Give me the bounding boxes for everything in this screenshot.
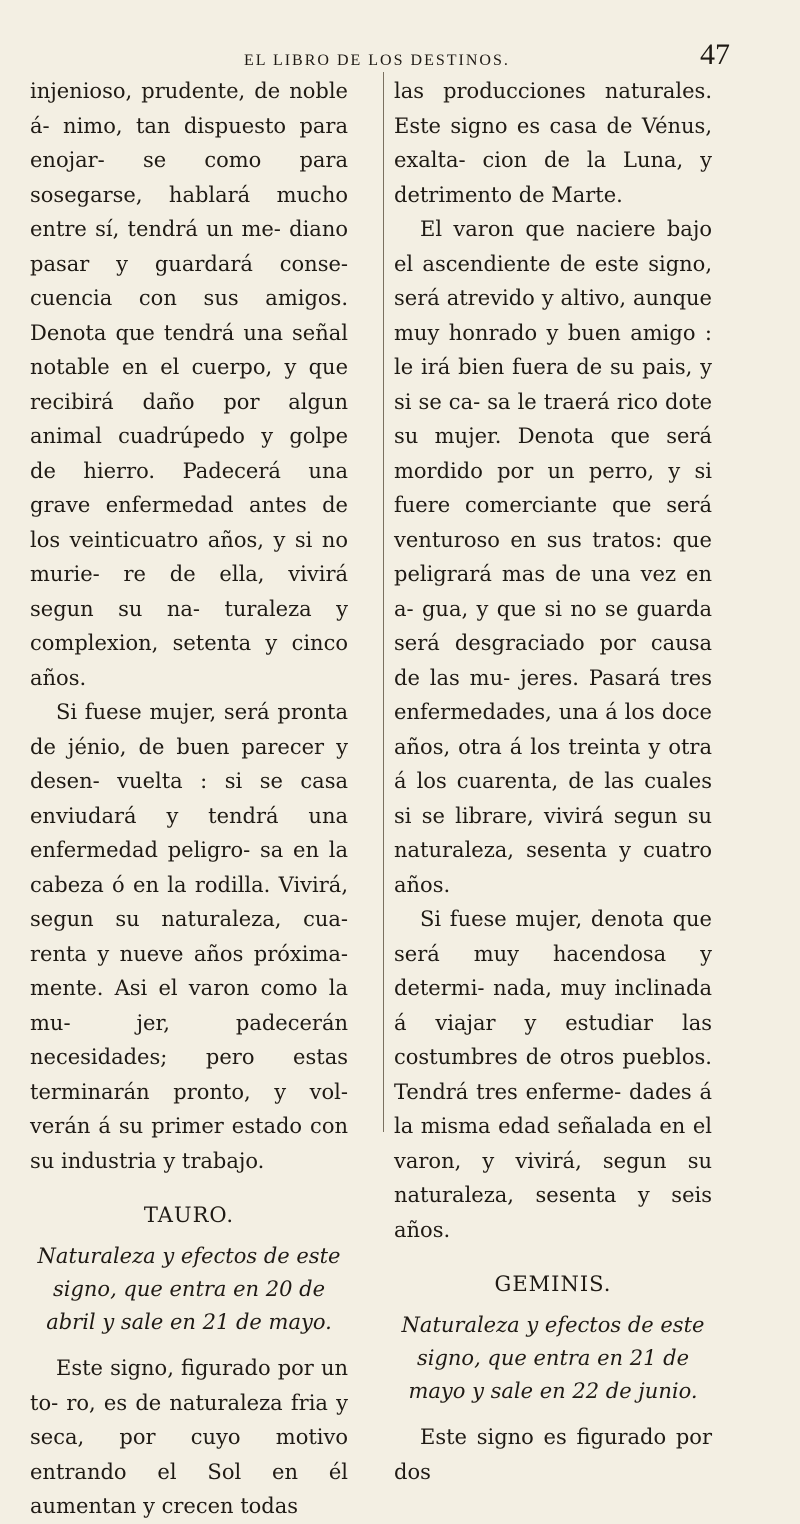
section-subtitle: Naturaleza y efectos de este signo, que entra en 21 de mayo y sale en 22 de junio.	[401, 1313, 705, 1403]
paragraph: El varon que naciere bajo el ascendiente de este signo, será atrevido y altivo, aunque muy honrado y buen amigo : le irá bien fuera de su pais, y si se ca- sa le traerá rico dote su mujer. Denota que será mordido por un perro, y si fuere comerciante que será venturoso en sus tratos: que peligrará mas de una vez en a- gua, y que si no se guarda será desgraciado por causa de las mu- jeres. Pasará tres enfermedades, una á los doce años, otra á los treinta y otra á los cuarenta, de las cuales si se librare, vivirá segun su naturaleza, sesenta y cuatro años.	[394, 217, 712, 897]
running-head: EL LIBRO DE LOS DESTINOS.	[244, 52, 510, 69]
page-number: 47	[700, 38, 730, 71]
paragraph: Este signo, figurado por un to- ro, es de naturaleza fria y seca, por cuyo motivo entrando el Sol en él aumentan y crecen todas	[30, 1356, 348, 1518]
paragraph: Si fuese mujer, denota que será muy hacendosa y determi- nada, muy inclinada á viajar y estudiar las costumbres de otros pueblos. Tendrá tres enferme- dades á la misma edad señalada en el varon, y vivirá, segun su naturaleza, sesenta y seis años.	[394, 907, 712, 1242]
right-column	[394, 74, 712, 1489]
section-title-tauro: TAURO.	[143, 1203, 235, 1227]
paragraph: Si fuese mujer, será pronta de jénio, de buen parecer y desen- vuelta : si se casa enviudará y tendrá una enfermedad peligro- sa en la cabeza ó en la rodilla. Vivirá, segun su naturaleza, cua- renta y nueve años próxima- mente. Asi el varon como la mu- jer, padecerán necesidades; pero estas terminarán pronto, y vol- verán á su primer estado con su industria y trabajo.	[30, 700, 348, 1173]
left-column	[30, 74, 348, 1524]
paragraph: Este signo es figurado por dos	[394, 1425, 712, 1484]
page-header	[0, 36, 800, 71]
section-subtitle: Naturaleza y efectos de este signo, que entra en 20 de abril y sale en 21 de mayo.	[37, 1244, 341, 1334]
paragraph: injenioso, prudente, de noble á- nimo, tan dispuesto para enojar- se como para sosegarse, hablará mucho entre sí, tendrá un me- diano pasar y guardará conse- cuencia con sus amigos. Denota que tendrá una señal notable en el cuerpo, y que recibirá daño por algun animal cuadrúpedo y golpe de hierro. Padecerá una grave enfermedad antes de los veinticuatro años, y si no murie- re de ella, vivirá segun su na- turaleza y complexion, setenta y cinco años.	[30, 79, 348, 690]
section-title-geminis: GEMINIS.	[494, 1272, 612, 1296]
column-divider	[383, 72, 384, 1132]
paragraph: las producciones naturales. Este signo es casa de Vénus, exalta- cion de la Luna, y detrimento de Marte.	[394, 79, 712, 207]
